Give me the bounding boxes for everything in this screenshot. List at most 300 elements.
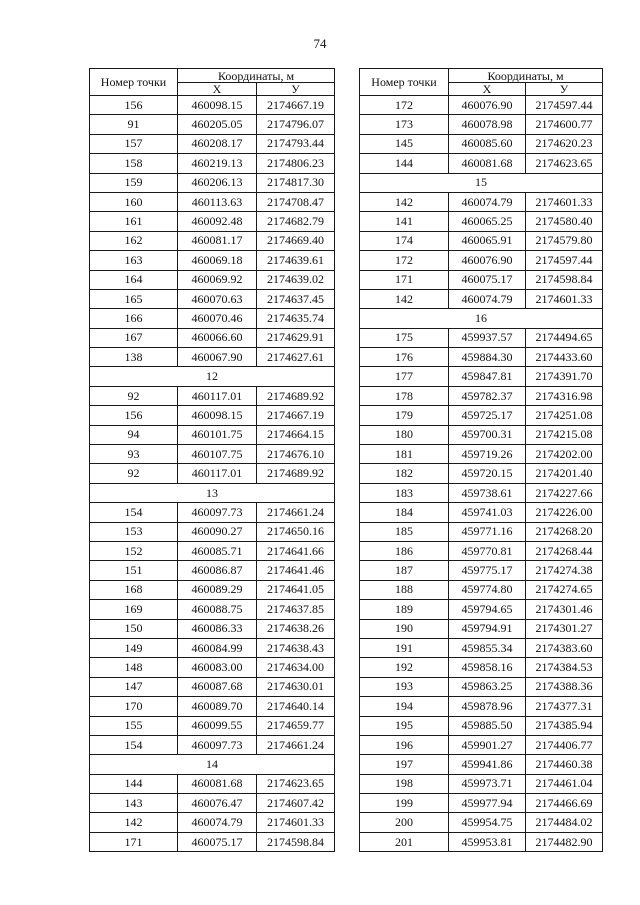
y-coordinate-cell: 2174623.65 (257, 774, 335, 793)
x-coordinate-cell: 459775.17 (449, 561, 526, 580)
point-number-cell: 154 (90, 735, 178, 754)
x-coordinate-cell: 460084.99 (178, 638, 257, 657)
point-number-cell: 201 (360, 832, 449, 851)
point-number-cell: 154 (90, 503, 178, 522)
point-number-header: Номер точки (90, 69, 178, 96)
point-number-cell: 151 (90, 561, 178, 580)
x-coordinate-cell: 460065.91 (449, 231, 526, 250)
point-number-cell: 159 (90, 173, 178, 192)
y-coordinate-cell: 2174598.84 (257, 832, 335, 851)
y-coordinate-cell: 2174301.46 (526, 600, 603, 619)
point-number-cell: 148 (90, 658, 178, 677)
table-row (360, 425, 603, 444)
x-coordinate-cell: 459738.61 (449, 483, 526, 502)
table-row (90, 813, 335, 832)
table-row (90, 794, 335, 813)
page-number: 74 (313, 36, 327, 51)
y-column-header: У (526, 83, 603, 96)
section-number: 16 (360, 309, 603, 328)
x-coordinate-cell: 459937.57 (449, 328, 526, 347)
y-coordinate-cell: 2174391.70 (526, 367, 603, 386)
point-number-cell: 94 (90, 425, 178, 444)
x-coordinate-cell: 460113.63 (178, 192, 257, 211)
x-column-header: X (449, 83, 526, 96)
coordinates-header: Координаты, м (178, 69, 335, 83)
point-number-cell: 177 (360, 367, 449, 386)
y-coordinate-cell: 2174639.02 (257, 270, 335, 289)
coordinates-table-right (359, 68, 603, 852)
x-coordinate-cell: 460074.79 (449, 192, 526, 211)
y-coordinate-cell: 2174638.26 (257, 619, 335, 638)
y-coordinate-cell: 2174796.07 (257, 115, 335, 134)
table-row (90, 425, 335, 444)
x-coordinate-cell: 460074.79 (178, 813, 257, 832)
x-coordinate-cell: 460205.05 (178, 115, 257, 134)
table-row (90, 154, 335, 173)
section-number: 14 (90, 755, 335, 774)
table-row (360, 289, 603, 308)
table-row (90, 231, 335, 250)
point-number-cell: 172 (360, 96, 449, 115)
y-coordinate-cell: 2174460.38 (526, 755, 603, 774)
x-coordinate-cell: 460089.70 (178, 697, 257, 716)
x-coordinate-cell: 460070.46 (178, 309, 257, 328)
y-coordinate-cell: 2174640.14 (257, 697, 335, 716)
y-coordinate-cell: 2174268.44 (526, 541, 603, 560)
table-row (90, 173, 335, 192)
coordinates-table-right-body (360, 96, 603, 852)
y-column-header: У (257, 83, 335, 96)
x-coordinate-cell: 459855.34 (449, 638, 526, 657)
point-number-cell: 138 (90, 348, 178, 367)
section-number: 13 (90, 483, 335, 502)
point-number-cell: 183 (360, 483, 449, 502)
point-number-cell: 163 (90, 251, 178, 270)
y-coordinate-cell: 2174202.00 (526, 445, 603, 464)
point-number-cell: 156 (90, 406, 178, 425)
point-number-cell: 181 (360, 445, 449, 464)
x-coordinate-cell: 460088.75 (178, 600, 257, 619)
point-number-cell: 156 (90, 96, 178, 115)
table-row (360, 794, 603, 813)
table-row (360, 154, 603, 173)
x-coordinate-cell: 459770.81 (449, 541, 526, 560)
y-coordinate-cell: 2174661.24 (257, 735, 335, 754)
table-row (90, 619, 335, 638)
point-number-cell: 189 (360, 600, 449, 619)
x-coordinate-cell: 460208.17 (178, 134, 257, 153)
x-coordinate-cell: 460107.75 (178, 445, 257, 464)
table-row (360, 96, 603, 115)
x-coordinate-cell: 459782.37 (449, 386, 526, 405)
y-coordinate-cell: 2174623.65 (526, 154, 603, 173)
x-coordinate-cell: 459774.80 (449, 580, 526, 599)
table-row (360, 677, 603, 696)
table-row (360, 697, 603, 716)
x-coordinate-cell: 460078.98 (449, 115, 526, 134)
x-coordinate-cell: 460098.15 (178, 406, 257, 425)
table-row (360, 735, 603, 754)
x-coordinate-cell: 460076.90 (449, 96, 526, 115)
x-coordinate-cell: 459847.81 (449, 367, 526, 386)
point-number-cell: 191 (360, 638, 449, 657)
table-row (90, 289, 335, 308)
table-row (90, 251, 335, 270)
point-number-cell: 198 (360, 774, 449, 793)
table-row (360, 716, 603, 735)
section-number: 15 (360, 173, 603, 192)
x-coordinate-cell: 460074.79 (449, 289, 526, 308)
y-coordinate-cell: 2174667.19 (257, 406, 335, 425)
point-number-cell: 155 (90, 716, 178, 735)
table-row (360, 192, 603, 211)
y-coordinate-cell: 2174301.27 (526, 619, 603, 638)
y-coordinate-cell: 2174251.08 (526, 406, 603, 425)
table-row (360, 580, 603, 599)
coordinates-header: Координаты, м (449, 69, 603, 83)
x-coordinate-cell: 459901.27 (449, 735, 526, 754)
table-row (90, 832, 335, 851)
table-row (90, 445, 335, 464)
x-coordinate-cell: 460206.13 (178, 173, 257, 192)
table-row (90, 115, 335, 134)
table-row (360, 483, 603, 502)
y-coordinate-cell: 2174482.90 (526, 832, 603, 851)
point-number-cell: 161 (90, 212, 178, 231)
table-row (360, 619, 603, 638)
table-row (90, 716, 335, 735)
y-coordinate-cell: 2174227.66 (526, 483, 603, 502)
x-coordinate-cell: 460097.73 (178, 503, 257, 522)
y-coordinate-cell: 2174667.19 (257, 96, 335, 115)
x-coordinate-cell: 459977.94 (449, 794, 526, 813)
x-coordinate-cell: 460117.01 (178, 386, 257, 405)
table-row (90, 270, 335, 289)
table-row (360, 541, 603, 560)
x-coordinate-cell: 459885.50 (449, 716, 526, 735)
y-coordinate-cell: 2174661.24 (257, 503, 335, 522)
table-row (360, 813, 603, 832)
y-coordinate-cell: 2174708.47 (257, 192, 335, 211)
y-coordinate-cell: 2174461.04 (526, 774, 603, 793)
table-row (360, 212, 603, 231)
table-row (90, 212, 335, 231)
y-coordinate-cell: 2174664.15 (257, 425, 335, 444)
y-coordinate-cell: 2174641.66 (257, 541, 335, 560)
x-coordinate-cell: 459771.16 (449, 522, 526, 541)
point-number-cell: 150 (90, 619, 178, 638)
table-row (360, 386, 603, 405)
table-row (360, 503, 603, 522)
x-coordinate-cell: 460097.73 (178, 735, 257, 754)
section-row (360, 173, 603, 192)
y-coordinate-cell: 2174580.40 (526, 212, 603, 231)
y-coordinate-cell: 2174383.60 (526, 638, 603, 657)
y-coordinate-cell: 2174639.61 (257, 251, 335, 270)
point-number-cell: 193 (360, 677, 449, 696)
point-number-cell: 200 (360, 813, 449, 832)
x-coordinate-cell: 460117.01 (178, 464, 257, 483)
point-number-cell: 92 (90, 464, 178, 483)
y-coordinate-cell: 2174629.91 (257, 328, 335, 347)
coordinates-table-left-body (90, 96, 335, 852)
point-number-cell: 185 (360, 522, 449, 541)
point-number-cell: 158 (90, 154, 178, 173)
table-row (90, 522, 335, 541)
x-coordinate-cell: 460081.17 (178, 231, 257, 250)
table-row (90, 774, 335, 793)
table-row (360, 658, 603, 677)
y-coordinate-cell: 2174274.65 (526, 580, 603, 599)
y-coordinate-cell: 2174635.74 (257, 309, 335, 328)
x-coordinate-cell: 460090.27 (178, 522, 257, 541)
point-number-cell: 144 (90, 774, 178, 793)
point-number-cell: 142 (360, 192, 449, 211)
x-coordinate-cell: 460069.18 (178, 251, 257, 270)
y-coordinate-cell: 2174669.40 (257, 231, 335, 250)
y-coordinate-cell: 2174806.23 (257, 154, 335, 173)
x-coordinate-cell: 460067.90 (178, 348, 257, 367)
section-row (360, 309, 603, 328)
table-row (360, 755, 603, 774)
y-coordinate-cell: 2174601.33 (257, 813, 335, 832)
y-coordinate-cell: 2174641.05 (257, 580, 335, 599)
section-row (90, 755, 335, 774)
coordinates-table-left (89, 68, 335, 852)
point-number-cell: 190 (360, 619, 449, 638)
table-row (360, 522, 603, 541)
table-row (90, 96, 335, 115)
table-row (90, 348, 335, 367)
table-row (360, 774, 603, 793)
point-number-cell: 168 (90, 580, 178, 599)
table-row (360, 406, 603, 425)
table-row (90, 658, 335, 677)
y-coordinate-cell: 2174641.46 (257, 561, 335, 580)
point-number-cell: 196 (360, 735, 449, 754)
y-coordinate-cell: 2174201.40 (526, 464, 603, 483)
table-row (90, 192, 335, 211)
x-coordinate-cell: 459725.17 (449, 406, 526, 425)
point-number-cell: 173 (360, 115, 449, 134)
point-number-cell: 145 (360, 134, 449, 153)
table-row (90, 503, 335, 522)
y-coordinate-cell: 2174274.38 (526, 561, 603, 580)
section-number: 12 (90, 367, 335, 386)
y-coordinate-cell: 2174634.00 (257, 658, 335, 677)
y-coordinate-cell: 2174637.85 (257, 600, 335, 619)
point-number-cell: 171 (360, 270, 449, 289)
y-coordinate-cell: 2174689.92 (257, 464, 335, 483)
x-coordinate-cell: 460070.63 (178, 289, 257, 308)
x-coordinate-cell: 460086.33 (178, 619, 257, 638)
point-number-cell: 165 (90, 289, 178, 308)
y-coordinate-cell: 2174384.53 (526, 658, 603, 677)
x-coordinate-cell: 459741.03 (449, 503, 526, 522)
point-number-cell: 143 (90, 794, 178, 813)
table-row (90, 406, 335, 425)
x-coordinate-cell: 459719.26 (449, 445, 526, 464)
table-row (360, 561, 603, 580)
y-coordinate-cell: 2174659.77 (257, 716, 335, 735)
x-coordinate-cell: 459794.91 (449, 619, 526, 638)
table-row (90, 561, 335, 580)
point-number-cell: 152 (90, 541, 178, 560)
x-coordinate-cell: 460083.00 (178, 658, 257, 677)
point-number-cell: 157 (90, 134, 178, 153)
y-coordinate-cell: 2174650.16 (257, 522, 335, 541)
x-coordinate-cell: 459863.25 (449, 677, 526, 696)
x-coordinate-cell: 460092.48 (178, 212, 257, 231)
point-number-cell: 180 (360, 425, 449, 444)
y-coordinate-cell: 2174226.00 (526, 503, 603, 522)
y-coordinate-cell: 2174385.94 (526, 716, 603, 735)
y-coordinate-cell: 2174793.44 (257, 134, 335, 153)
table-row (360, 115, 603, 134)
y-coordinate-cell: 2174215.08 (526, 425, 603, 444)
point-number-cell: 174 (360, 231, 449, 250)
y-coordinate-cell: 2174817.30 (257, 173, 335, 192)
point-number-cell: 91 (90, 115, 178, 134)
table-row (90, 541, 335, 560)
y-coordinate-cell: 2174406.77 (526, 735, 603, 754)
point-number-cell: 186 (360, 541, 449, 560)
point-number-cell: 142 (90, 813, 178, 832)
x-coordinate-cell: 460099.55 (178, 716, 257, 735)
point-number-cell: 93 (90, 445, 178, 464)
point-number-cell: 92 (90, 386, 178, 405)
y-coordinate-cell: 2174494.65 (526, 328, 603, 347)
x-coordinate-cell: 460081.68 (449, 154, 526, 173)
point-number-cell: 194 (360, 697, 449, 716)
table-row (90, 386, 335, 405)
point-number-cell: 178 (360, 386, 449, 405)
y-coordinate-cell: 2174689.92 (257, 386, 335, 405)
point-number-cell: 167 (90, 328, 178, 347)
point-number-cell: 153 (90, 522, 178, 541)
point-number-cell: 195 (360, 716, 449, 735)
y-coordinate-cell: 2174682.79 (257, 212, 335, 231)
point-number-cell: 175 (360, 328, 449, 347)
table-row (360, 328, 603, 347)
x-coordinate-cell: 460089.29 (178, 580, 257, 599)
y-coordinate-cell: 2174607.42 (257, 794, 335, 813)
point-number-cell: 142 (360, 289, 449, 308)
x-coordinate-cell: 459954.75 (449, 813, 526, 832)
y-coordinate-cell: 2174597.44 (526, 96, 603, 115)
x-coordinate-cell: 460076.90 (449, 251, 526, 270)
x-coordinate-cell: 460085.71 (178, 541, 257, 560)
y-coordinate-cell: 2174627.61 (257, 348, 335, 367)
x-coordinate-cell: 460087.68 (178, 677, 257, 696)
y-coordinate-cell: 2174484.02 (526, 813, 603, 832)
x-coordinate-cell: 460101.75 (178, 425, 257, 444)
y-coordinate-cell: 2174637.45 (257, 289, 335, 308)
x-coordinate-cell: 460075.17 (178, 832, 257, 851)
table-row (360, 638, 603, 657)
table-row (360, 367, 603, 386)
table-row (360, 464, 603, 483)
table-row (360, 134, 603, 153)
table-row (90, 697, 335, 716)
x-coordinate-cell: 460081.68 (178, 774, 257, 793)
x-coordinate-cell: 460085.60 (449, 134, 526, 153)
y-coordinate-cell: 2174579.80 (526, 231, 603, 250)
y-coordinate-cell: 2174676.10 (257, 445, 335, 464)
point-number-cell: 160 (90, 192, 178, 211)
section-row (90, 483, 335, 502)
section-row (90, 367, 335, 386)
point-number-cell: 171 (90, 832, 178, 851)
y-coordinate-cell: 2174466.69 (526, 794, 603, 813)
x-coordinate-cell: 460086.87 (178, 561, 257, 580)
point-number-cell: 141 (360, 212, 449, 231)
x-coordinate-cell: 460219.13 (178, 154, 257, 173)
y-coordinate-cell: 2174630.01 (257, 677, 335, 696)
point-number-cell: 149 (90, 638, 178, 657)
point-number-cell: 144 (360, 154, 449, 173)
table-row (90, 464, 335, 483)
x-coordinate-cell: 460066.60 (178, 328, 257, 347)
y-coordinate-cell: 2174433.60 (526, 348, 603, 367)
x-coordinate-cell: 459858.16 (449, 658, 526, 677)
table-row (90, 134, 335, 153)
y-coordinate-cell: 2174388.36 (526, 677, 603, 696)
y-coordinate-cell: 2174316.98 (526, 386, 603, 405)
x-coordinate-cell: 460075.17 (449, 270, 526, 289)
point-number-cell: 166 (90, 309, 178, 328)
point-number-cell: 187 (360, 561, 449, 580)
y-coordinate-cell: 2174638.43 (257, 638, 335, 657)
table-row (90, 638, 335, 657)
x-coordinate-cell: 459700.31 (449, 425, 526, 444)
y-coordinate-cell: 2174600.77 (526, 115, 603, 134)
point-number-cell: 164 (90, 270, 178, 289)
point-number-cell: 197 (360, 755, 449, 774)
x-coordinate-cell: 459973.71 (449, 774, 526, 793)
x-column-header: X (178, 83, 257, 96)
point-number-cell: 188 (360, 580, 449, 599)
x-coordinate-cell: 459953.81 (449, 832, 526, 851)
y-coordinate-cell: 2174268.20 (526, 522, 603, 541)
table-row (360, 231, 603, 250)
point-number-cell: 169 (90, 600, 178, 619)
point-number-cell: 184 (360, 503, 449, 522)
point-number-cell: 199 (360, 794, 449, 813)
y-coordinate-cell: 2174377.31 (526, 697, 603, 716)
x-coordinate-cell: 460098.15 (178, 96, 257, 115)
table-row (360, 270, 603, 289)
y-coordinate-cell: 2174598.84 (526, 270, 603, 289)
table-row (360, 600, 603, 619)
table-row (360, 348, 603, 367)
point-number-cell: 182 (360, 464, 449, 483)
x-coordinate-cell: 460065.25 (449, 212, 526, 231)
point-number-cell: 147 (90, 677, 178, 696)
table-row (90, 677, 335, 696)
point-number-header: Номер точки (360, 69, 449, 96)
point-number-cell: 170 (90, 697, 178, 716)
x-coordinate-cell: 459720.15 (449, 464, 526, 483)
x-coordinate-cell: 460076.47 (178, 794, 257, 813)
x-coordinate-cell: 459941.86 (449, 755, 526, 774)
table-row (360, 445, 603, 464)
point-number-cell: 162 (90, 231, 178, 250)
point-number-cell: 179 (360, 406, 449, 425)
point-number-cell: 192 (360, 658, 449, 677)
y-coordinate-cell: 2174601.33 (526, 289, 603, 308)
table-row (90, 735, 335, 754)
